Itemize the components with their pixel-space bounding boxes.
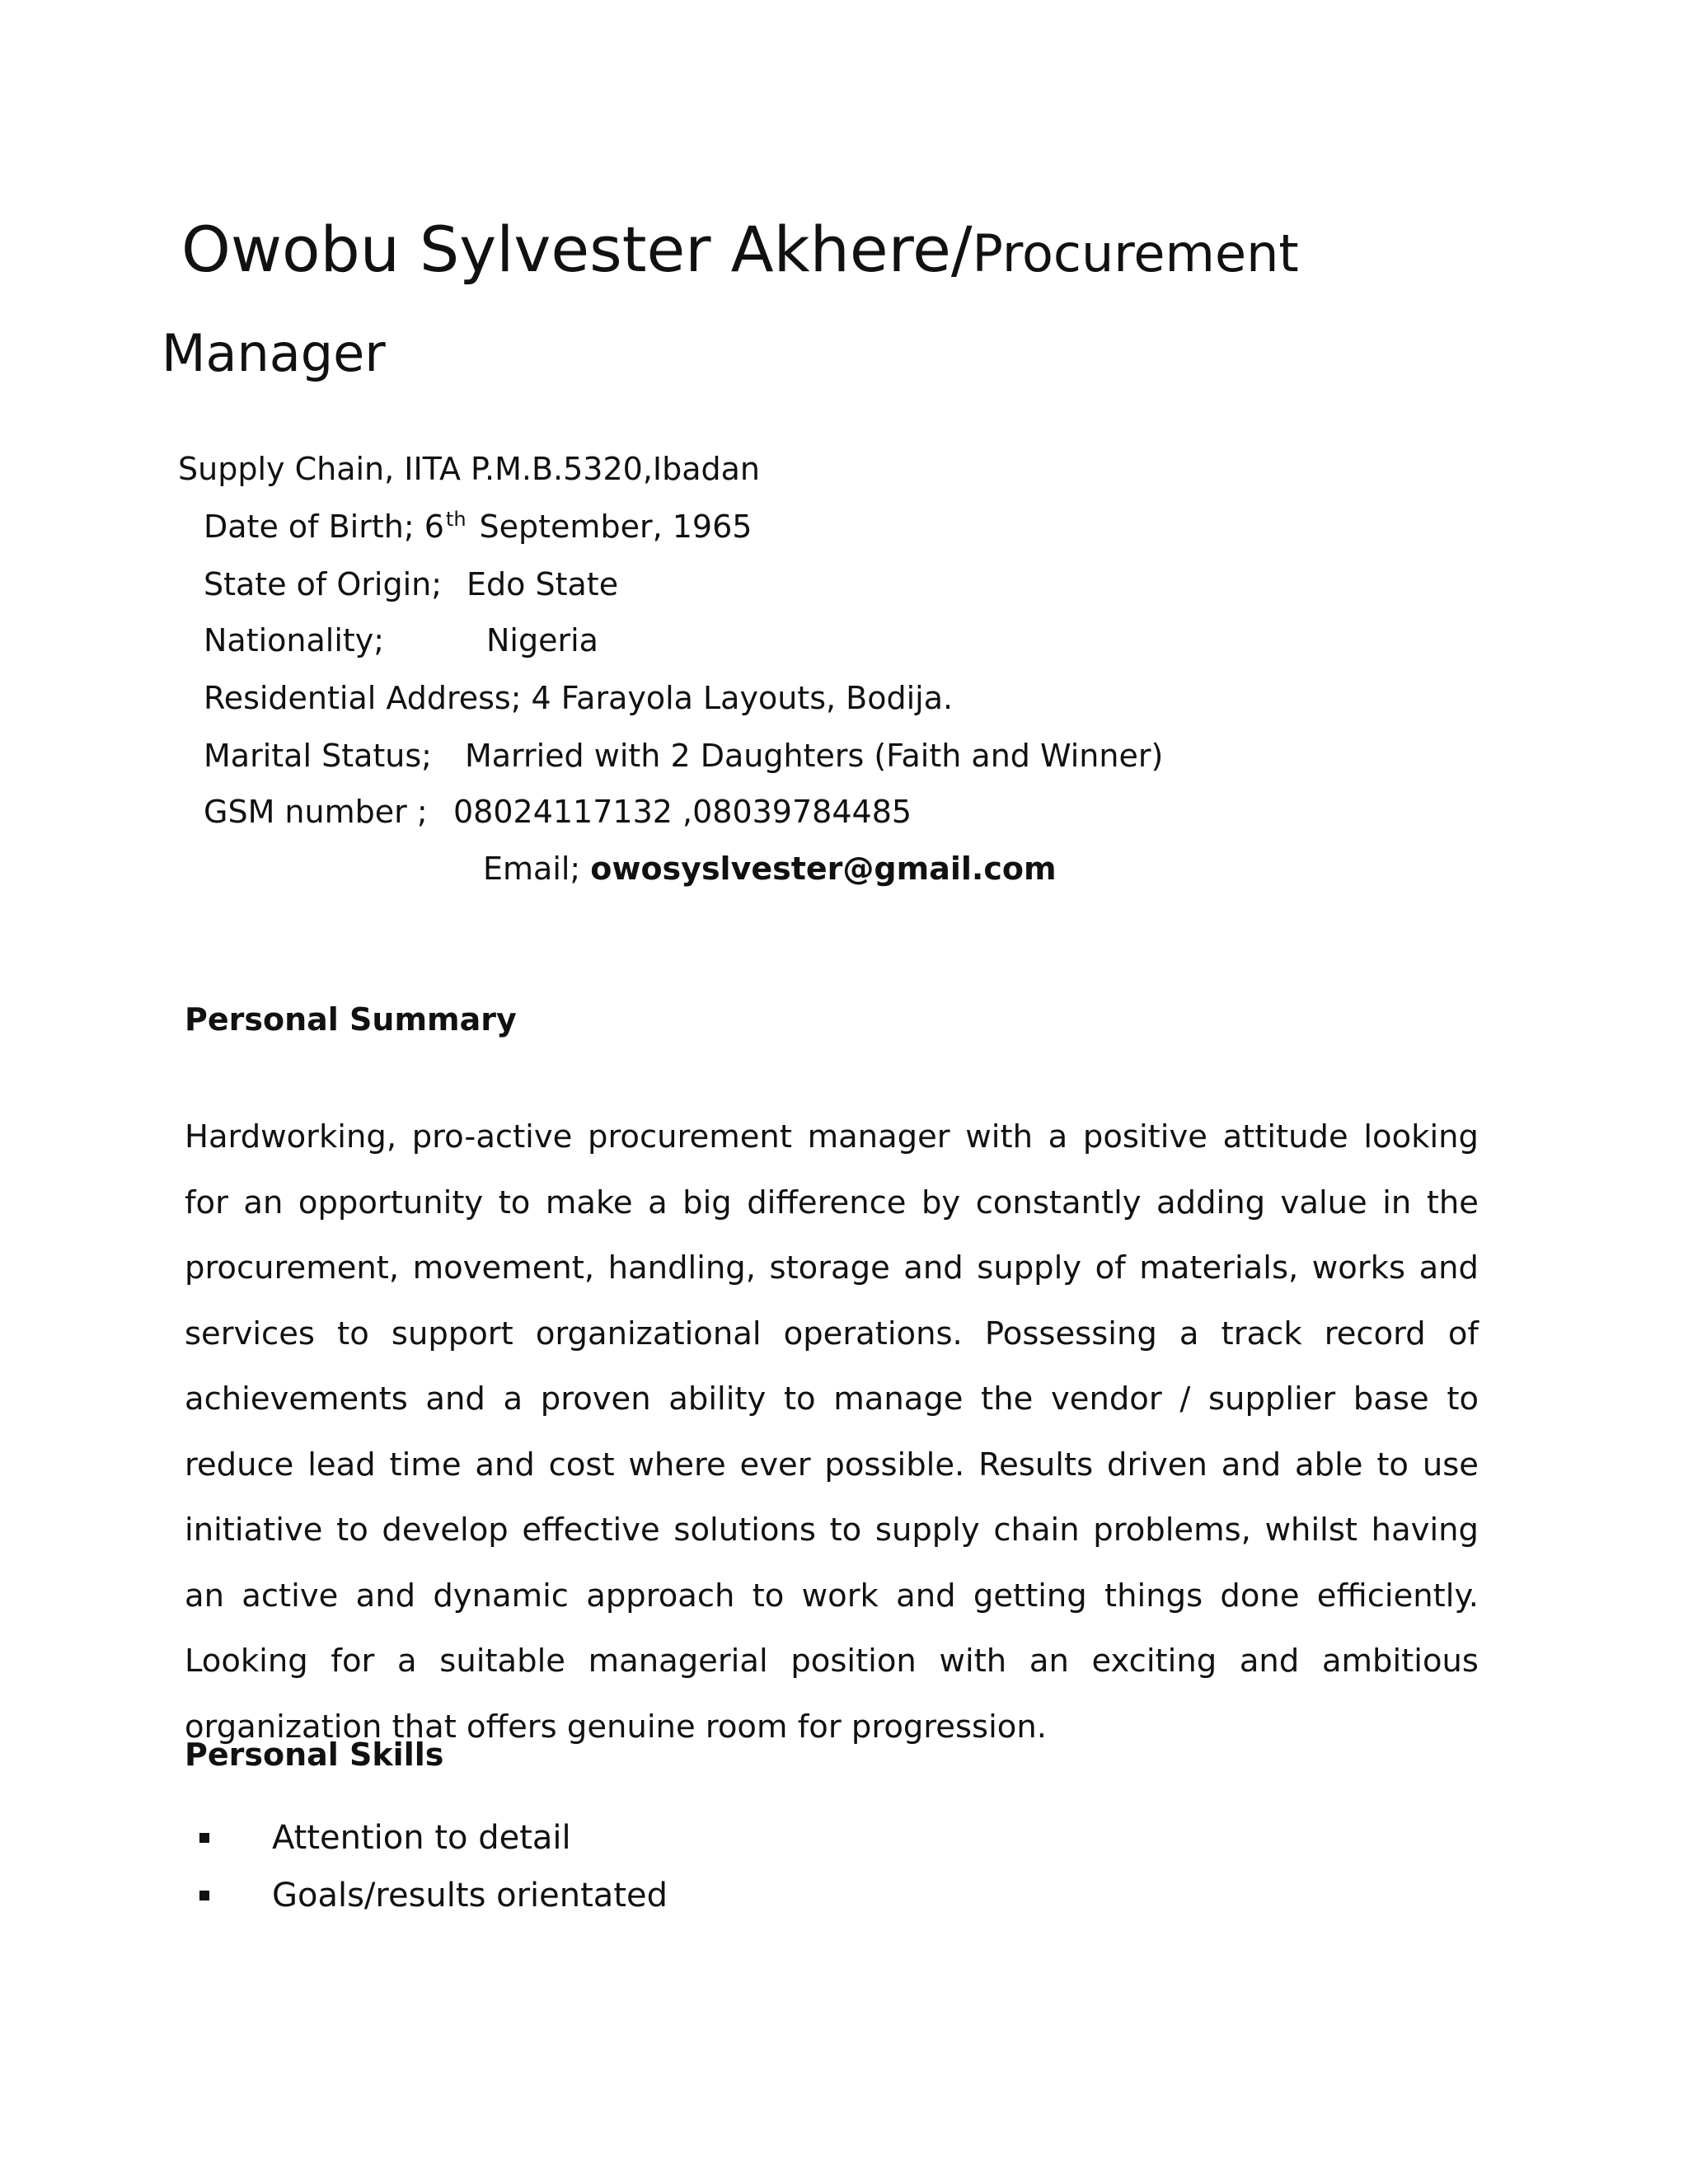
candidate-name	[181, 213, 1299, 286]
origin-value: Edo State	[467, 566, 619, 602]
origin-label: State of Origin;	[204, 566, 443, 602]
nationality	[204, 622, 385, 658]
email-link[interactable]: owosyslvester@gmail.com	[590, 851, 1057, 887]
residential-label: Residential Address;	[204, 680, 522, 716]
square-bullet-icon	[199, 1833, 209, 1843]
email-label: Email;	[483, 851, 581, 887]
name-text: Owobu Sylvester Akhere/	[181, 213, 973, 286]
skills-heading: Personal Skills	[185, 1736, 444, 1773]
residential-address	[204, 682, 953, 714]
gsm-value: 08024117132 ,08039784485	[453, 794, 912, 830]
dob-superscript: th	[445, 508, 467, 532]
job-title-part2: Manager	[162, 323, 386, 383]
dob-label: Date of Birth; 6	[204, 509, 444, 545]
marital-label: Marital Status;	[204, 738, 432, 774]
state-of-origin	[204, 566, 619, 602]
job-title-part1: Procurement	[972, 223, 1299, 284]
nationality-label: Nationality;	[204, 622, 385, 658]
skill-text: Goals/results orientated	[272, 1877, 668, 1915]
residential-value: 4 Farayola Layouts, Bodija.	[531, 680, 954, 716]
marital-status	[204, 738, 1164, 774]
date-of-birth	[204, 508, 753, 545]
dob-value: September, 1965	[479, 509, 753, 545]
address-line: Supply Chain, IITA P.M.B.5320,Ibadan	[178, 451, 761, 487]
email	[483, 851, 1057, 887]
skill-text: Attention to detail	[272, 1819, 571, 1857]
gsm-number	[204, 794, 428, 830]
marital-value: Married with 2 Daughters (Faith and Winner)	[464, 738, 1164, 774]
summary-paragraph: Hardworking, pro-active procurement manager with a positive attitude looking for an opportunity to make a big difference by constantly adding value in the procurement, movement, handling, storage and supply of materials, works and services to support organizational operations. Possessing a track record of achievements and a proven ability to manage the vendor / supplier base to reduce lead time and cost where ever possible. Results driven and able to use initiative to develop effective solutions to supply chain problems, whilst having an active and dynamic approach to work and getting things done efficiently. Looking for a suitable managerial position with an exciting and ambitious organization that offers genuine room for progression.	[185, 1118, 1479, 1746]
gsm-label: GSM number ;	[204, 794, 428, 830]
summary-heading: Personal Summary	[185, 1001, 517, 1038]
nationality-value: Nigeria	[486, 622, 598, 658]
square-bullet-icon	[199, 1891, 209, 1900]
